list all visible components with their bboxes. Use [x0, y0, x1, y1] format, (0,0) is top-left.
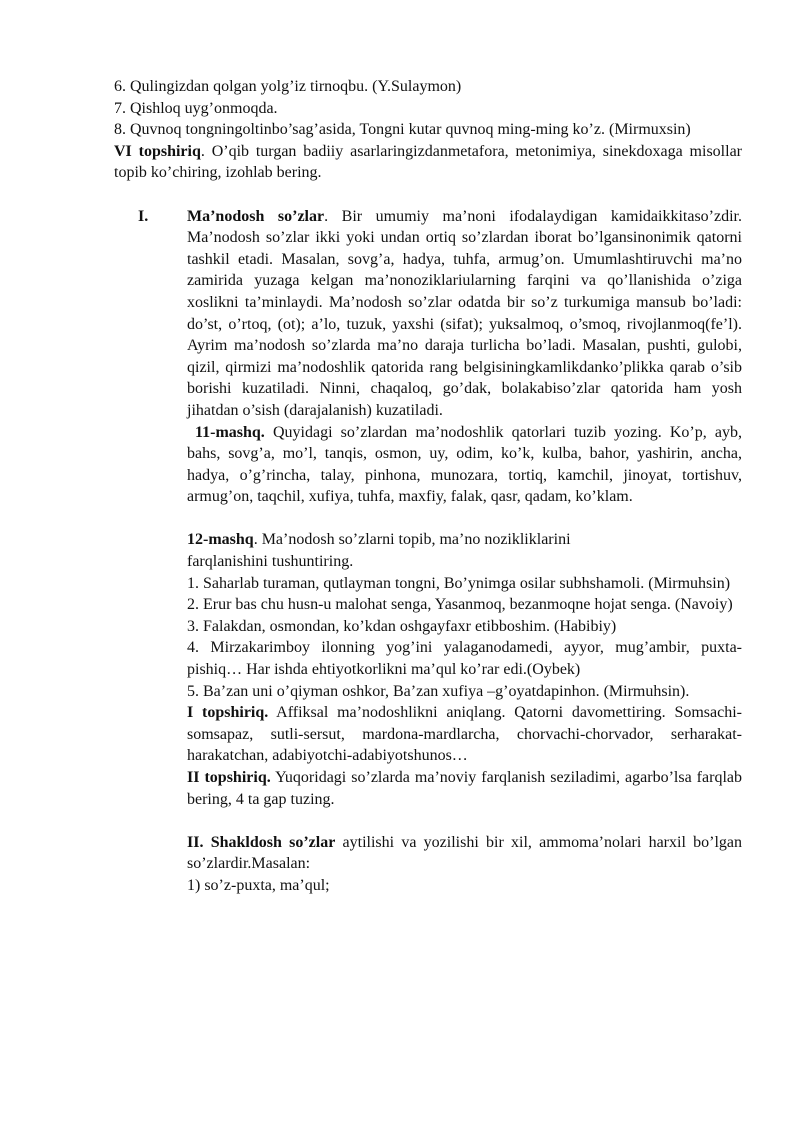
task-1-text: Affiksal ma’nodoshlikni aniqlang. Qatorni davomettiring. Somsachi-somsapaz, sutli-sersut, mardona-mardlarcha, chorvachi-chorvador, serharakat-harakatchan, adabiyotchi-adabiyotshunos…	[187, 704, 743, 765]
exercise-12-item-5: 5. Ba’zan uni o’qiyman oshkor, Ba’zan xufiya –g’oyatdapinhon. (Mirmuhsin).	[187, 682, 690, 700]
task-1-label: I topshiriq.	[187, 704, 269, 722]
section-numeral: I.	[138, 207, 149, 225]
task-2-text: Yuqoridagi so’zlarda ma’noviy farqlanish seziladimi, agarbo’lsa farqlab bering, 4 ta gap tuzing.	[187, 769, 742, 808]
section-synonyms	[114, 206, 742, 897]
synonyms-definition	[187, 206, 742, 422]
document-page	[114, 76, 742, 897]
synonyms-heading: Ma’nodosh so’zlar	[187, 207, 325, 225]
homonyms-definition	[187, 832, 742, 875]
homonyms-body: aytilishi va yozilishi bir xil, ammoma’nolari harxil bo’lgan so’zlardir.Masalan:	[187, 833, 742, 873]
exercise-12-item-3: 3. Falakdan, osmondan, ko’kdan oshgayfaxr etibboshim. (Habibiy)	[187, 617, 617, 635]
task-6-paragraph	[114, 141, 742, 184]
exercise-11-text: Quyidagi so’zlardan ma’nodoshlik qatorlari tuzib yozing. Ko’p, ayb, bahs, sovg’a, mo’l, tanqis, osmon, uy, odim, ko’k, kulba, bahor, yashirin, ancha, hadya, o’g’rincha, talay, pinhona, munozara, tortiq, kamchil, jinoyat, tortishuv, armug’on, taqchil, xufiya, tuhfa, maxfiy, falak, qasr, qadam, ko’klam.	[187, 423, 742, 506]
task-1-paragraph	[187, 702, 742, 767]
exercise-12-line1: . Ma’nodosh so’zlarni topib, ma’no nozikliklarini	[253, 531, 571, 549]
exercise-12-item-4: 4. Mirzakarimboy ilonning yog’ini yalaganodamedi, ayyor, mug’ambir, puxta-pishiq… Har ishda ehtiyotkorlikni ma’qul ko’rar edi.(Oybek)	[187, 639, 742, 679]
exercise-12-item-2: 2. Erur bas chu husn-u malohat senga, Yasanmoq, bezanmoqne hojat senga. (Navoiy)	[187, 596, 733, 614]
example-line-7: 7. Qishloq uyg’onmoqda.	[114, 99, 278, 117]
exercise-12-item-1: 1. Saharlab turaman, qutlayman tongni, Bo’ynimga osilar subhshamoli. (Mirmuhsin)	[187, 574, 731, 592]
homonyms-heading: II. Shakldosh so’zlar	[187, 833, 336, 851]
example-line-6: 6. Qulingizdan qolgan yolg’iz tirnoqbu. (Y.Sulaymon)	[114, 78, 462, 95]
example-line-8: 8. Quvnoq tongningoltinbo’sag’asida, Tongni kutar quvnoq ming-ming ko’z. (Mirmuxsin)	[114, 121, 691, 139]
exercise-11-label: 11-mashq.	[195, 423, 265, 441]
task-2-label: II topshiriq.	[187, 769, 271, 786]
homonyms-item-1: 1) so’z-puxta, ma’qul;	[187, 876, 330, 894]
synonyms-body: . Bir umumiy ma’noni ifodalaydigan kamidaikkitaso’zdir. Ma’nodosh so’zlar ikki yoki undan ortiq so’zlardan iborat bo’lgansinonimik qatorni tashkil etadi. Masalan, sovg’a, hadya, tuhfa, armug’on. Umumlashtiruvchi ma’no zamirida yuzaga kelgan ma’nonoziklariularning farqini va qo’llanishida o’ziga xoslikni ta’minlaydi. Ma’nodosh so’zlar odatda bir so’z turkumiga mansub bo’ladi: do’st, o’rtoq, (ot); a’lo, tuzuk, yaxshi (sifat); yuksalmoq, o’smoq, rivojlanmoq(fe’l). Ayrim ma’nodosh so’zlarda ma’no daraja turlicha bo’ladi. Masalan, pushti, gulobi, qizil, qirmizi ma’nodoshlik qatorida rang belgisiningkamlikdanko’plikka qarab o’sib borishi kuzatiladi. Ninni, chaqaloq, go’dak, bolakabiso’zlar qatorida ham yosh jihatdan o’sish (darajalanish) kuzatiladi.	[187, 207, 742, 419]
exercise-11	[187, 422, 742, 508]
exercise-12-line2: farqlanishini tushuntiring.	[187, 553, 354, 571]
exercise-12-title	[187, 529, 742, 551]
exercise-12-label: 12-mashq	[187, 531, 254, 549]
task-6-text: . O’qib turgan badiiy asarlaringizdanmetafora, metonimiya, sinekdoxaga misollar topib ko’chiring, izohlab bering.	[114, 142, 742, 182]
task-2-paragraph	[187, 767, 742, 810]
task-6-label: VI topshiriq	[114, 142, 201, 160]
